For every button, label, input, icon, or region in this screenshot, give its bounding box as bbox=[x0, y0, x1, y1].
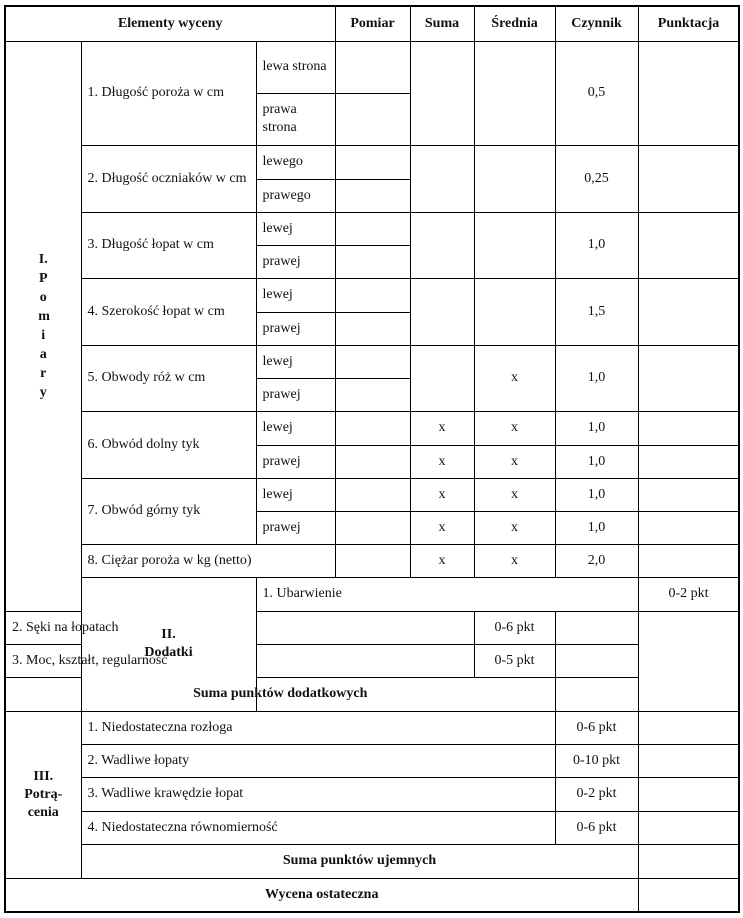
side-label: lewego bbox=[256, 145, 335, 179]
final-valuation-label: Wycena ostateczna bbox=[5, 878, 638, 912]
table-row bbox=[5, 577, 739, 611]
side-label: prawego bbox=[256, 179, 335, 212]
final-valuation-cell[interactable] bbox=[638, 878, 739, 912]
side-label: lewej bbox=[256, 212, 335, 245]
side-label: prawej bbox=[256, 445, 335, 478]
section-pomiary-roman: I. bbox=[38, 251, 48, 267]
factor-cell: 2,0 bbox=[555, 544, 638, 577]
table-row bbox=[5, 212, 739, 245]
punktacja-cell[interactable] bbox=[638, 777, 739, 811]
deduction-total-cell[interactable] bbox=[638, 844, 739, 878]
pomiar-cell[interactable] bbox=[335, 478, 410, 511]
deduction-label: 2. Wadliwe łopaty bbox=[81, 744, 555, 777]
section-potracenia bbox=[5, 711, 81, 878]
deduction-label: 4. Niedostateczna równomierność bbox=[81, 811, 555, 844]
punktacja-cell[interactable] bbox=[638, 41, 739, 145]
deduction-range: 0-6 pkt bbox=[555, 811, 638, 844]
factor-cell: 1,0 bbox=[555, 511, 638, 544]
pomiar-cell[interactable] bbox=[335, 41, 410, 93]
srednia-cell[interactable] bbox=[474, 212, 555, 278]
punktacja-cell[interactable] bbox=[638, 478, 739, 511]
deduction-range: 0-2 pkt bbox=[555, 777, 638, 811]
suma-cell: x bbox=[410, 445, 474, 478]
section-dodatki-title: Dodatki bbox=[144, 645, 193, 660]
header-czynnik: Czynnik bbox=[555, 6, 638, 41]
bonus-range: 0-2 pkt bbox=[638, 577, 739, 611]
header-row bbox=[5, 6, 739, 41]
table-row bbox=[5, 644, 739, 677]
table-row bbox=[5, 844, 739, 878]
measure-label: 7. Obwód górny tyk bbox=[81, 478, 256, 544]
pomiar-cell[interactable] bbox=[335, 544, 410, 577]
bonus-label: 2. Sęki na łopatach bbox=[5, 611, 474, 644]
header-punktacja: Punktacja bbox=[638, 6, 739, 41]
bonus-total-cell[interactable] bbox=[555, 677, 638, 711]
table-row bbox=[5, 777, 739, 811]
deduction-range: 0-6 pkt bbox=[555, 711, 638, 744]
table-row bbox=[5, 278, 739, 312]
header-pomiar: Pomiar bbox=[335, 6, 410, 41]
bonus-range: 0-5 pkt bbox=[474, 644, 555, 677]
header-srednia: Średnia bbox=[474, 6, 555, 41]
suma-cell: x bbox=[410, 544, 474, 577]
side-label: prawej bbox=[256, 378, 335, 411]
suma-cell: x bbox=[410, 511, 474, 544]
deduction-label: 1. Niedostateczna rozłoga bbox=[81, 711, 555, 744]
side-label: lewej bbox=[256, 411, 335, 445]
table-row bbox=[5, 744, 739, 777]
pomiar-cell[interactable] bbox=[335, 278, 410, 312]
pomiar-cell[interactable] bbox=[335, 511, 410, 544]
factor-cell: 1,0 bbox=[555, 445, 638, 478]
bonus-label: 3. Moc, kształt, regularność bbox=[5, 644, 474, 677]
pomiar-cell[interactable] bbox=[335, 212, 410, 245]
side-label: lewej bbox=[256, 278, 335, 312]
factor-cell: 1,0 bbox=[555, 212, 638, 278]
suma-cell[interactable] bbox=[410, 145, 474, 212]
factor-cell: 1,5 bbox=[555, 278, 638, 345]
side-label: prawej bbox=[256, 312, 335, 345]
measure-label: 4. Szerokość łopat w cm bbox=[81, 278, 256, 345]
srednia-cell: x bbox=[474, 345, 555, 411]
section-potracenia-title-2: cenia bbox=[27, 804, 59, 820]
table-row bbox=[5, 411, 739, 445]
side-label: lewej bbox=[256, 345, 335, 378]
suma-cell[interactable] bbox=[410, 41, 474, 145]
punktacja-cell[interactable] bbox=[638, 811, 739, 844]
suma-cell[interactable] bbox=[410, 345, 474, 411]
punktacja-cell[interactable] bbox=[638, 744, 739, 777]
suma-cell: x bbox=[410, 478, 474, 511]
punktacja-cell[interactable] bbox=[555, 644, 638, 677]
side-label: prawa strona bbox=[256, 93, 335, 145]
factor-cell: 0,5 bbox=[555, 41, 638, 145]
table-row bbox=[5, 478, 739, 511]
section-dodatki-roman: II. bbox=[161, 627, 176, 642]
pomiar-cell[interactable] bbox=[335, 312, 410, 345]
table-row bbox=[5, 677, 739, 711]
srednia-cell: x bbox=[474, 478, 555, 511]
side-label: lewa strona bbox=[256, 41, 335, 93]
pomiar-cell[interactable] bbox=[335, 245, 410, 278]
header-suma: Suma bbox=[410, 6, 474, 41]
table-row bbox=[5, 345, 739, 378]
section-potracenia-title-1: Potrą- bbox=[24, 786, 63, 802]
factor-cell: 1,0 bbox=[555, 411, 638, 445]
measure-label: 3. Długość łopat w cm bbox=[81, 212, 256, 278]
table-row bbox=[5, 878, 739, 912]
srednia-cell: x bbox=[474, 544, 555, 577]
srednia-cell[interactable] bbox=[474, 145, 555, 212]
factor-cell: 1,0 bbox=[555, 345, 638, 411]
measure-label: 8. Ciężar poroża w kg (netto) bbox=[81, 544, 335, 577]
punktacja-cell[interactable] bbox=[638, 212, 739, 278]
punktacja-cell[interactable] bbox=[638, 345, 739, 411]
valuation-table bbox=[4, 5, 740, 913]
suma-cell[interactable] bbox=[410, 278, 474, 345]
punktacja-cell[interactable] bbox=[555, 611, 638, 644]
bonus-range: 0-6 pkt bbox=[474, 611, 555, 644]
srednia-cell[interactable] bbox=[474, 278, 555, 345]
table-row bbox=[5, 711, 739, 744]
deduction-range: 0-10 pkt bbox=[555, 744, 638, 777]
pomiar-cell[interactable] bbox=[335, 345, 410, 378]
table-row bbox=[5, 811, 739, 844]
factor-cell: 1,0 bbox=[555, 478, 638, 511]
table-row bbox=[5, 544, 739, 577]
suma-cell[interactable] bbox=[410, 212, 474, 278]
header-elementy: Elementy wyceny bbox=[5, 6, 335, 41]
section-pomiary-title: Pomiary bbox=[38, 270, 50, 400]
bonus-label: 1. Ubarwienie bbox=[256, 577, 638, 611]
srednia-cell: x bbox=[474, 411, 555, 445]
punktacja-cell[interactable] bbox=[638, 145, 739, 212]
side-label: lewej bbox=[256, 478, 335, 511]
side-label: prawej bbox=[256, 511, 335, 544]
srednia-cell[interactable] bbox=[474, 41, 555, 145]
suma-cell: x bbox=[410, 411, 474, 445]
punktacja-cell[interactable] bbox=[638, 711, 739, 744]
measure-label: 1. Długość poroża w cm bbox=[81, 41, 256, 145]
measure-label: 2. Długość oczniaków w cm bbox=[81, 145, 256, 212]
punktacja-cell[interactable] bbox=[638, 411, 739, 445]
table-row bbox=[5, 611, 739, 644]
table-row bbox=[5, 145, 739, 179]
factor-cell: 0,25 bbox=[555, 145, 638, 212]
table-row bbox=[5, 41, 739, 93]
pomiar-cell[interactable] bbox=[335, 179, 410, 212]
punktacja-cell[interactable] bbox=[638, 544, 739, 577]
pomiar-cell[interactable] bbox=[335, 445, 410, 478]
punktacja-cell[interactable] bbox=[638, 278, 739, 345]
pomiar-cell[interactable] bbox=[335, 378, 410, 411]
section-potracenia-roman: III. bbox=[33, 768, 54, 784]
measure-label: 6. Obwód dolny tyk bbox=[81, 411, 256, 478]
side-label: prawej bbox=[256, 245, 335, 278]
deduction-label: 3. Wadliwe krawędzie łopat bbox=[81, 777, 555, 811]
deduction-total-label: Suma punktów ujemnych bbox=[81, 844, 638, 878]
pomiar-cell[interactable] bbox=[335, 411, 410, 445]
bonus-total-label: Suma punktów dodatkowych bbox=[5, 677, 555, 711]
pomiar-cell[interactable] bbox=[335, 93, 410, 145]
punktacja-cell[interactable] bbox=[638, 445, 739, 478]
measure-label: 5. Obwody róż w cm bbox=[81, 345, 256, 411]
pomiar-cell[interactable] bbox=[335, 145, 410, 179]
srednia-cell: x bbox=[474, 511, 555, 544]
punktacja-cell[interactable] bbox=[638, 511, 739, 544]
srednia-cell: x bbox=[474, 445, 555, 478]
section-pomiary bbox=[5, 41, 81, 611]
